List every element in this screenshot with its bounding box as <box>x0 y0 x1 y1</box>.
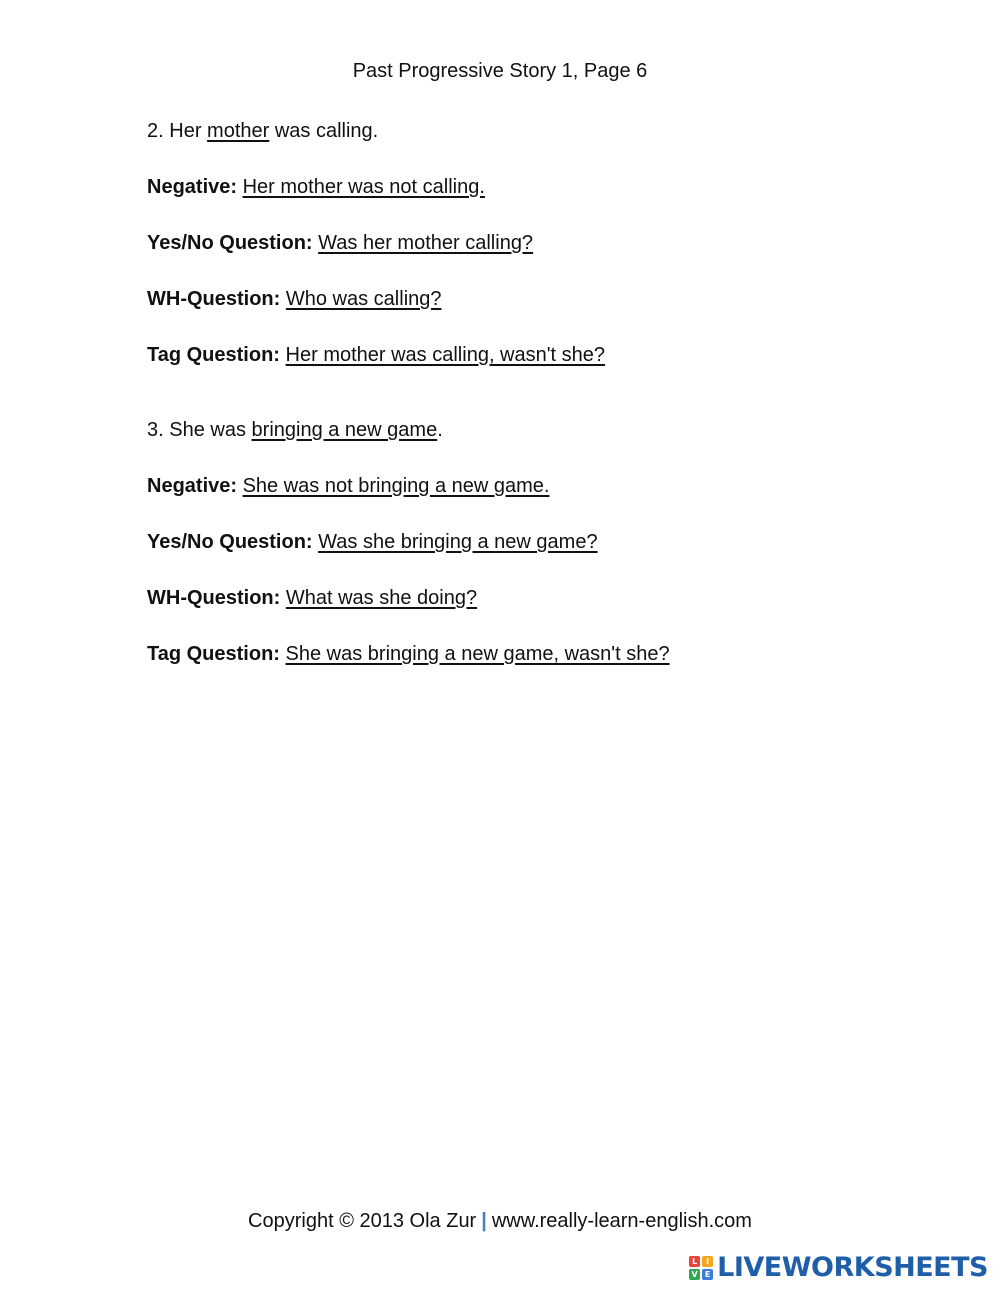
sentence-underlined: bringing a new game <box>251 419 438 441</box>
yes-no-label: Yes/No Question: <box>147 531 313 553</box>
tag-label: Tag Question: <box>147 344 280 366</box>
logo-text: LIVEWORKSHEETS <box>717 1252 988 1283</box>
logo-block: V <box>689 1269 700 1280</box>
wh-answer: Who was calling? <box>285 288 442 310</box>
page-footer <box>0 1210 1000 1233</box>
logo-block: L <box>689 1256 700 1267</box>
copyright-text: Copyright © 2013 Ola Zur <box>248 1210 477 1232</box>
tag-row <box>147 643 670 666</box>
negative-answer: She was not bringing a new game. <box>242 475 550 497</box>
sentence-pre: She was <box>169 419 246 441</box>
sentence-post: was calling. <box>274 120 379 142</box>
negative-answer: Her mother was not calling. <box>242 176 485 198</box>
footer-separator: | <box>481 1210 487 1232</box>
negative-row <box>147 475 549 498</box>
sentence-3 <box>147 419 443 442</box>
website-link[interactable]: www.really-learn-english.com <box>491 1210 752 1232</box>
logo-block: E <box>702 1269 713 1280</box>
wh-label: WH-Question: <box>147 288 281 310</box>
yes-no-row <box>147 531 598 554</box>
negative-label: Negative: <box>147 176 238 198</box>
sentence-underlined: mother <box>207 120 270 142</box>
wh-row <box>147 288 442 311</box>
negative-row <box>147 176 485 199</box>
yes-no-row <box>147 232 533 255</box>
sentence-number: 3. <box>147 419 164 441</box>
tag-answer: She was bringing a new game, wasn't she? <box>285 643 670 665</box>
sentence-2 <box>147 120 378 143</box>
logo-blocks-icon <box>689 1256 713 1280</box>
tag-label: Tag Question: <box>147 643 280 665</box>
tag-row <box>147 344 605 367</box>
wh-label: WH-Question: <box>147 587 281 609</box>
liveworksheets-logo <box>689 1252 988 1283</box>
wh-row <box>147 587 477 610</box>
yes-no-answer: Was she bringing a new game? <box>318 531 598 553</box>
sentence-number: 2. <box>147 120 164 142</box>
yes-no-label: Yes/No Question: <box>147 232 313 254</box>
wh-answer: What was she doing? <box>285 587 478 609</box>
tag-answer: Her mother was calling, wasn't she? <box>285 344 606 366</box>
sentence-post: . <box>437 419 443 441</box>
negative-label: Negative: <box>147 475 238 497</box>
yes-no-answer: Was her mother calling? <box>318 232 534 254</box>
sentence-pre: Her <box>169 120 202 142</box>
logo-block: I <box>702 1256 713 1267</box>
page-header: Past Progressive Story 1, Page 6 <box>352 60 648 82</box>
